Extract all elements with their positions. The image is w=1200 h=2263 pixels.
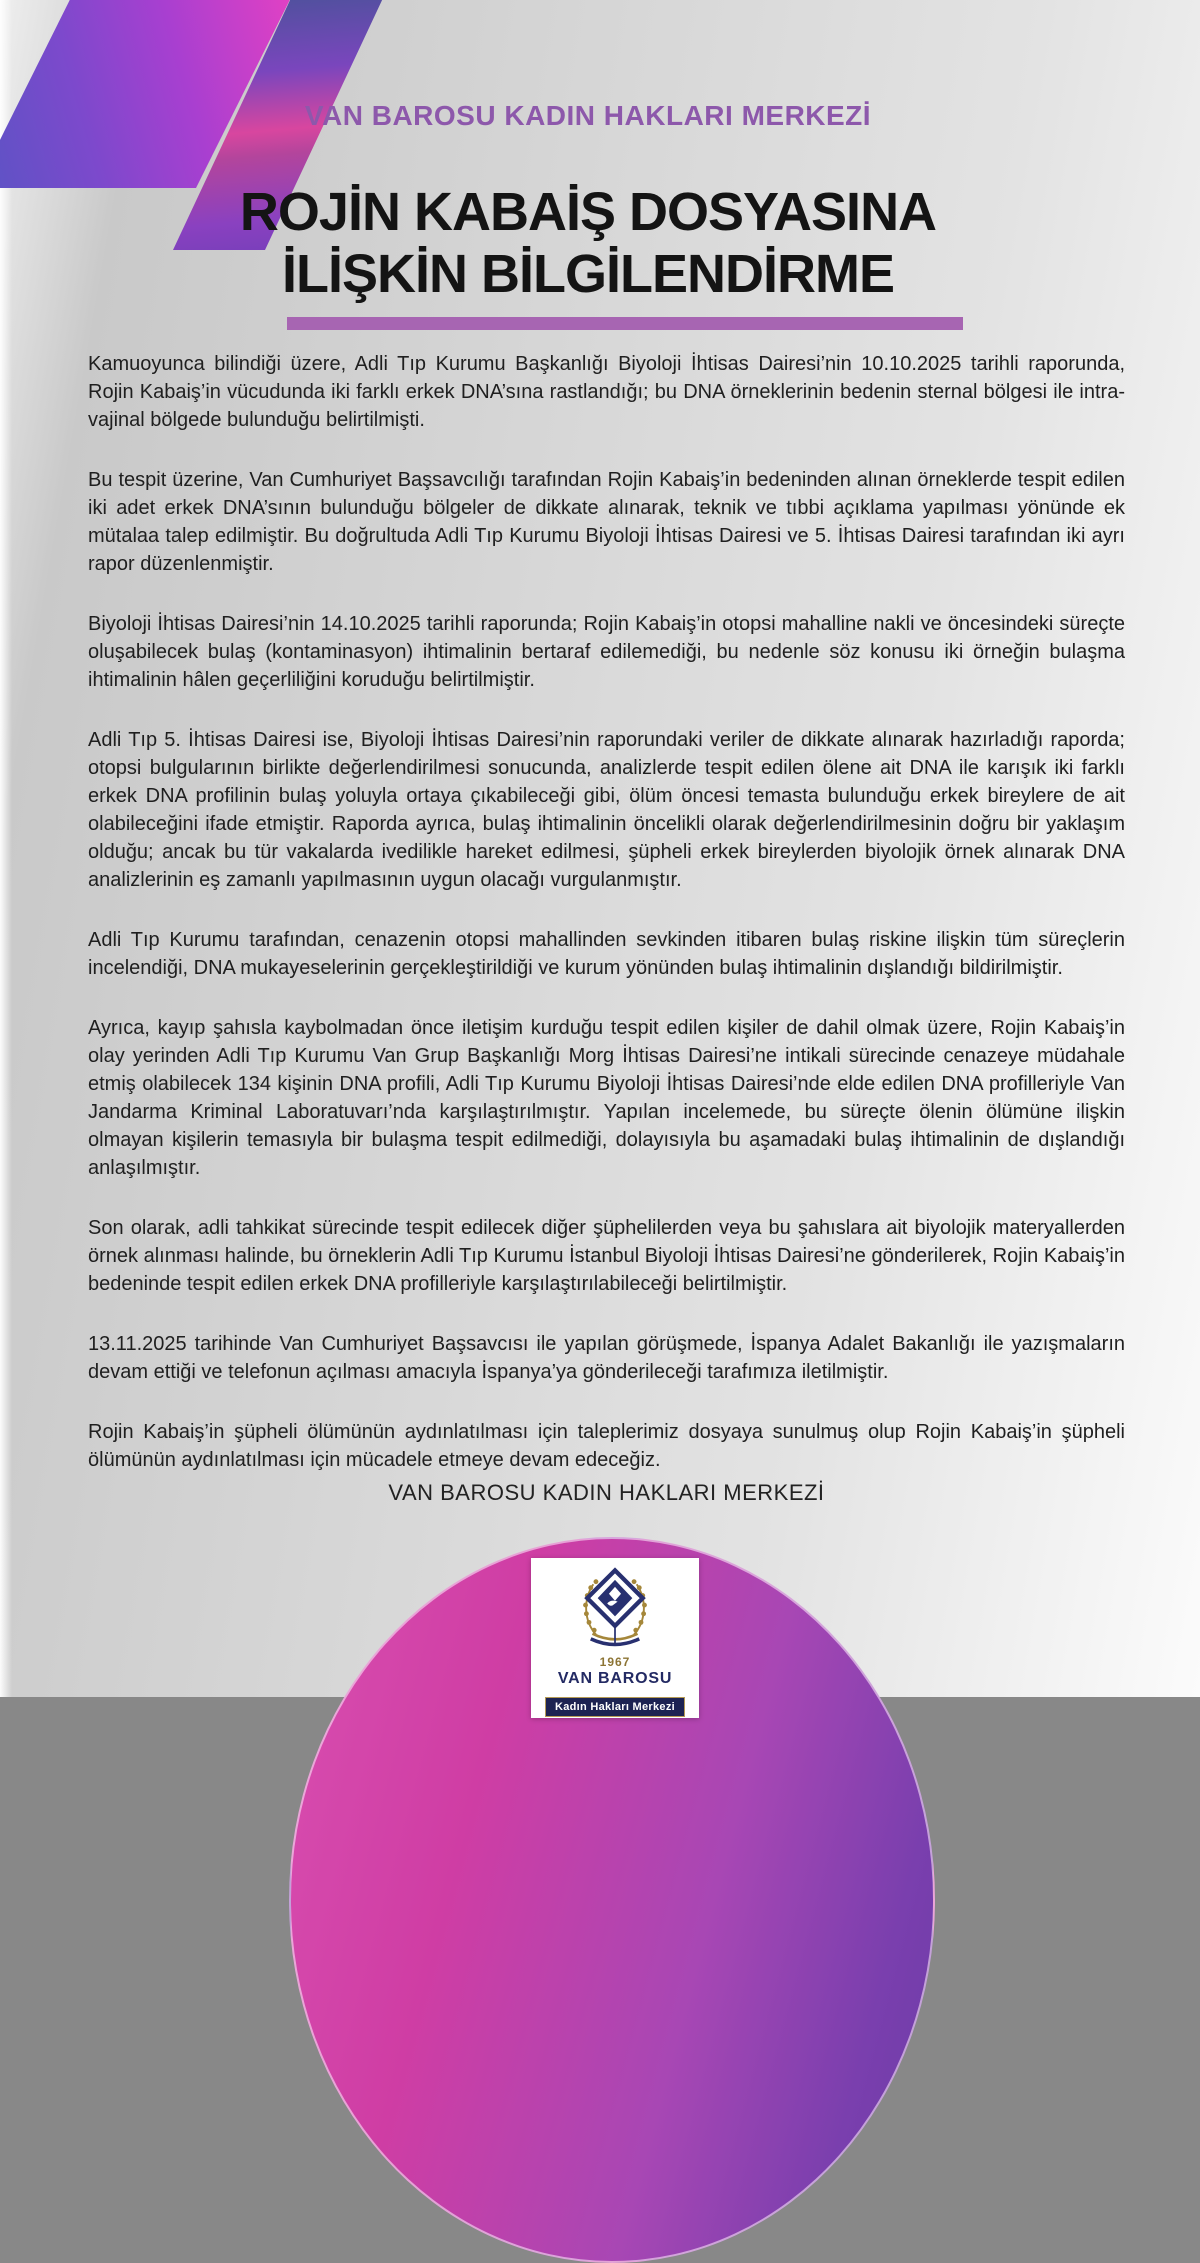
body-paragraph: Biyoloji İhtisas Dairesi’nin 14.10.2025 tarihli raporunda; Rojin Kabaiş’in otopsi mahalline nakli ve öncesindeki süreçte oluşabilecek bulaş (kontaminasyon) ihtimalinin bertaraf edilemediği, bu nedenle söz konusu iki örneğin bulaşma ihtimalinin hâlen geçerliliğini koruduğu belirtilmiştir.	[88, 613, 1125, 691]
body-paragraph: 13.11.2025 tarihinde Van Cumhuriyet Başsavcısı ile yapılan görüşmede, İspanya Adalet Bakanlığı ile yazışmaların devam ettiği ve telefonun açılması amacıyla İspanya’ya gönderileceği tarafımıza iletilmiştir.	[88, 1333, 1125, 1383]
body-paragraph: Son olarak, adli tahkikat sürecinde tespit edilecek diğer şüphelilerden veya bu şahıslara ait biyolojik materyallerden örnek alınması halinde, bu örneklerin Adli Tıp Kurumu İstanbul Biyoloji İhtisas Dairesi’ne gönderilerek, Rojin Kabaiş’in bedeninde tespit edilen erkek DNA profilleriyle karşılaştırılabileceği belirtilmiştir.	[88, 1217, 1125, 1295]
organization-title: VAN BAROSU KADIN HAKLARI MERKEZİ	[304, 100, 872, 131]
paragraph-list	[88, 350, 1125, 1474]
document-title-line1: ROJİN KABAİŞ DOSYASINA	[239, 182, 937, 242]
logo-banner: Kadın Hakları Merkezi	[545, 1697, 685, 1717]
body-paragraph: Bu tespit üzerine, Van Cumhuriyet Başsavcılığı tarafından Rojin Kabaiş’in bedeninden alınan örneklerde tespit edilen iki adet erkek DNA’sının bulunduğu bölgeler de dikkate alınarak, teknik ve tıbbi açıklama yapılması yönünde ek mütalaa talep edilmiştir. Bu doğrultuda Adli Tıp Kurumu Biyoloji İhtisas Dairesi ve 5. İhtisas Dairesi tarafından iki ayrı rapor düzenlenmiştir.	[88, 469, 1125, 575]
title-underline-bar	[287, 317, 963, 330]
document-title	[0, 181, 1176, 305]
signature-line: VAN BAROSU KADIN HAKLARI MERKEZİ	[388, 1480, 825, 1505]
body-paragraph: Adli Tıp Kurumu tarafından, cenazenin otopsi mahallinden sevkinden itibaren bulaş riskine ilişkin tüm süreçlerin incelendiği, DNA mukayeselerinin gerçekleştirildiği ve kurum yönünden bulaş ihtimalinin dışlandığı bildirilmiştir.	[88, 929, 1125, 979]
diamond-emblem	[587, 1570, 642, 1625]
body-paragraph: Ayrıca, kayıp şahısla kaybolmadan önce iletişim kurduğu tespit edilen kişiler de dahil olmak üzere, Rojin Kabaiş’in olay yerinden Adli Tıp Kurumu Van Grup Başkanlığı Morg İhtisas Dairesi’ne intikali sürecinde cenazeye müdahale etmiş olabilecek 134 kişinin DNA profili, Adli Tıp Kurumu Biyoloji İhtisas Dairesi’nde elde edilen DNA profilleriyle Van Jandarma Kriminal Laboratuvarı’nda karşılaştırılmıştır. Yapılan incelemede, bu süreçte ölenin ölümüne ilişkin olmayan kişilerin temasıyla bir bulaşma tespit edilmediği, dolayısıyla bu aşamadaki bulaş ihtimalinin de dışlandığı anlaşılmıştır.	[88, 1017, 1125, 1179]
van-barosu-emblem-icon	[563, 1566, 667, 1658]
bulletin-body	[88, 350, 1125, 1507]
open-book	[591, 1628, 640, 1645]
document-title-line2: İLİŞKİN BİLGİLENDİRME	[282, 244, 894, 304]
logo-org-name: VAN BAROSU	[557, 1670, 673, 1687]
logo-card	[531, 1558, 699, 1718]
logo-year: 1967	[599, 1655, 631, 1669]
body-paragraph: Rojin Kabaiş’in şüpheli ölümünün aydınlatılması için taleplerimiz dosyaya sunulmuş olup Rojin Kabaiş’in şüpheli ölümünün aydınlatılması için mücadele etmeye devam edeceğiz.	[88, 1421, 1125, 1471]
body-paragraph: Kamuoyunca bilindiği üzere, Adli Tıp Kurumu Başkanlığı Biyoloji İhtisas Dairesi’nin 10.10.2025 tarihli raporunda, Rojin Kabaiş’in vücudunda iki farklı erkek DNA’sına rastlandığı; bu DNA örneklerinin bedenin sternal bölgesi ile intra-vajinal bölgede bulunduğu belirtilmişti.	[88, 353, 1125, 431]
body-paragraph: Adli Tıp 5. İhtisas Dairesi ise, Biyoloji İhtisas Dairesi’nin raporundaki veriler de dikkate alınarak hazırladığı raporda; otopsi bulgularının birlikte değerlendirilmesi sonucunda, analizlerde tespit edilen ölene ait DNA ile karışık iki farklı erkek DNA profilinin bulaş yoluyla ortaya çıkabileceği gibi, ölüm öncesi temasta bulunduğu erkek bireylere de ait olabileceğini ifade etmiştir. Raporda ayrıca, bulaş ihtimalinin öncelikli olarak değerlendirilmesinin doğru bir yaklaşım olduğu; ancak bu tür vakalarda ivedilikle hareket edilmesi, şüpheli erkek bireylerden biyolojik örnek alınarak DNA analizlerinin eş zamanlı yapılmasının uygun olacağı vurgulanmıştır.	[88, 729, 1125, 891]
